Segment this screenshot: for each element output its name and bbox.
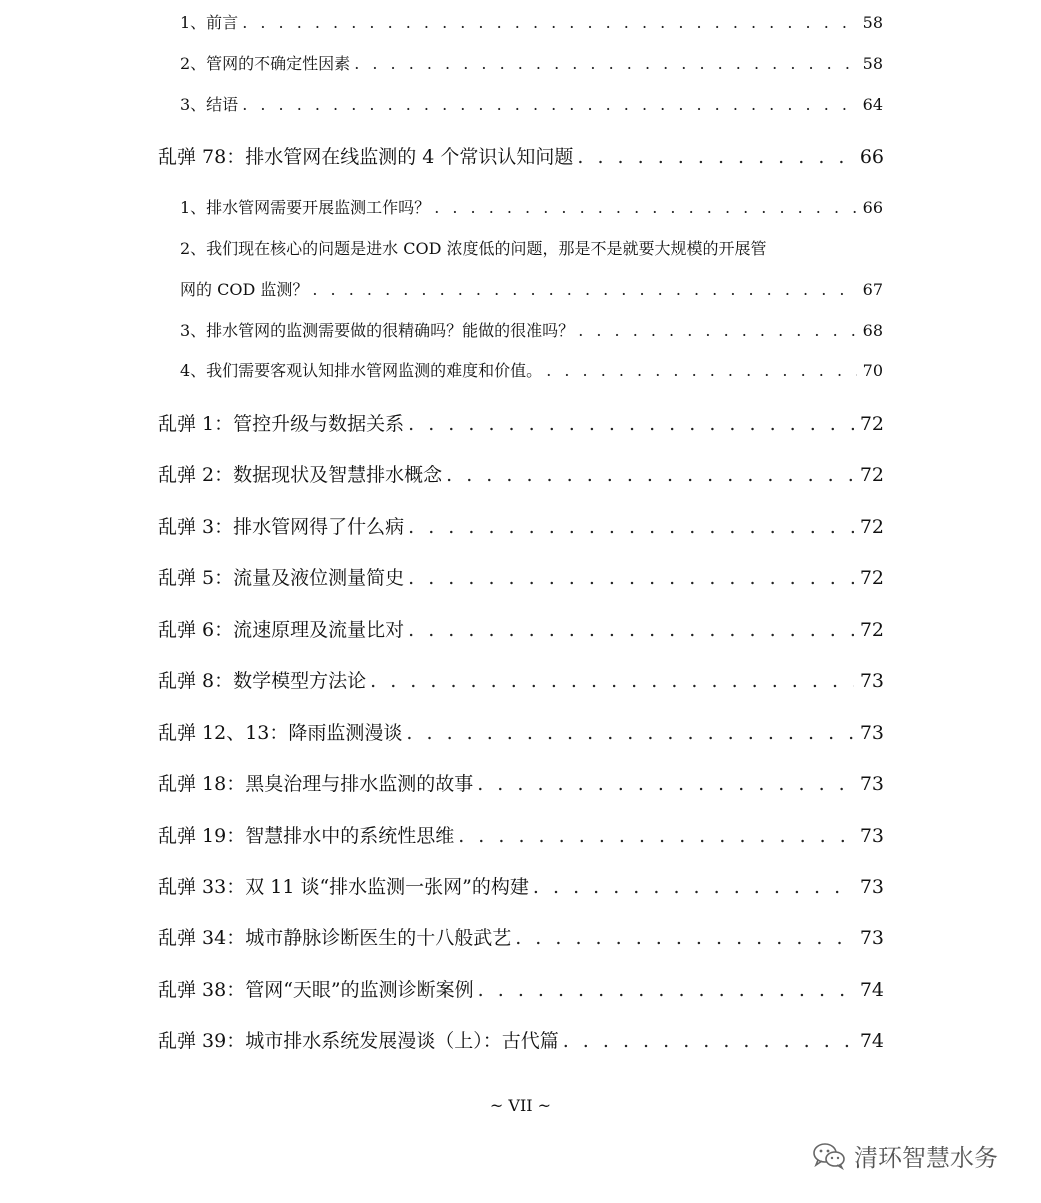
dot-leader <box>477 773 854 795</box>
dot-leader <box>446 464 854 486</box>
toc-entry <box>180 51 883 74</box>
dot-leader <box>312 280 856 299</box>
toc-entry-title: 1、前言 <box>180 13 239 32</box>
toc-chapter-entry <box>158 1026 884 1053</box>
watermark-text: 清环智慧水务 <box>854 1144 998 1172</box>
toc-entry-title: 乱弹 38：管网“天眼”的监测诊断案例 <box>158 979 474 1001</box>
toc-entry-page: 73 <box>859 927 884 949</box>
toc-entry-title: 4、我们需要客观认知排水管网监测的难度和价值。 <box>180 361 543 380</box>
toc-entry-page: 64 <box>862 95 883 114</box>
dot-leader <box>408 567 854 589</box>
toc-entry-page: 58 <box>862 54 883 73</box>
toc-entry-page: 73 <box>859 722 884 744</box>
toc-entry <box>180 92 883 115</box>
toc-entry-title: 乱弹 6：流速原理及流量比对 <box>158 619 405 641</box>
toc-entry-page: 72 <box>859 516 884 538</box>
toc-chapter-entry <box>158 409 884 436</box>
toc-entry-page: 66 <box>862 198 883 217</box>
dot-leader <box>434 198 856 217</box>
wechat-icon <box>812 1141 846 1171</box>
watermark <box>812 1138 998 1173</box>
toc-chapter-entry <box>158 142 884 169</box>
dot-leader <box>546 361 856 380</box>
toc-entry-page: 72 <box>859 464 884 486</box>
dot-leader <box>533 876 854 898</box>
toc-entry-title: 3、排水管网的监测需要做的很精确吗？能做的很准吗？ <box>180 321 575 340</box>
page-number-footer: ~ VII ~ <box>489 1096 552 1115</box>
toc-entry-page: 73 <box>859 825 884 847</box>
dot-leader <box>370 670 854 692</box>
toc-entry-title: 3、结语 <box>180 95 239 114</box>
dot-leader <box>577 146 853 168</box>
dot-leader <box>242 95 856 114</box>
dot-leader <box>354 54 856 73</box>
toc-chapter-entry <box>158 821 884 848</box>
dot-leader <box>478 979 854 1001</box>
toc-entry-title: 乱弹 34：城市静脉诊断医生的十八般武艺 <box>158 927 512 949</box>
dot-leader <box>406 722 853 744</box>
toc-entry-title: 乱弹 78：排水管网在线监测的 4 个常识认知问题 <box>158 146 574 168</box>
toc-entry <box>180 10 883 33</box>
toc-entry-page: 72 <box>859 567 884 589</box>
toc-entry-title: 乱弹 18：黑臭治理与排水监测的故事 <box>158 773 474 795</box>
toc-entry-title: 乱弹 2：数据现状及智慧排水概念 <box>158 464 443 486</box>
toc-entry-page: 58 <box>862 13 883 32</box>
toc-entry-page: 73 <box>859 773 884 795</box>
dot-leader <box>408 516 854 538</box>
toc-entry-wrapped-line: 2、我们现在核心的问题是进水 COD 浓度低的问题，那是不是就要大规模的开展管 <box>180 239 767 258</box>
toc-chapter-entry <box>158 460 884 487</box>
toc-entry-page: 72 <box>859 413 884 435</box>
toc-chapter-entry <box>158 666 884 693</box>
dot-leader <box>563 1030 854 1052</box>
toc-entry-page: 73 <box>859 876 884 898</box>
toc-chapter-entry <box>158 512 884 539</box>
toc-entry-page: 66 <box>859 146 884 168</box>
toc-entry <box>180 277 883 300</box>
toc-entry-title: 乱弹 39：城市排水系统发展漫谈（上）：古代篇 <box>158 1030 559 1052</box>
toc-entry-title: 乱弹 3：排水管网得了什么病 <box>158 516 405 538</box>
toc-entry <box>180 318 883 341</box>
toc-entry-page: 74 <box>859 979 884 1001</box>
toc-entry-page: 67 <box>862 280 883 299</box>
toc-chapter-entry <box>158 718 884 745</box>
toc-entry-page: 74 <box>859 1030 884 1052</box>
dot-leader <box>408 619 854 641</box>
toc-chapter-entry <box>158 975 884 1002</box>
dot-leader <box>242 13 856 32</box>
toc-entry-page: 68 <box>862 321 883 340</box>
toc-chapter-entry <box>158 923 884 950</box>
toc-entry <box>180 195 883 218</box>
toc-chapter-entry <box>158 872 884 899</box>
toc-entry-title: 乱弹 12、13：降雨监测漫谈 <box>158 722 403 744</box>
toc-entry-title: 1、排水管网需要开展监测工作吗？ <box>180 198 431 217</box>
toc-entry-page: 73 <box>859 670 884 692</box>
dot-leader <box>408 413 854 435</box>
toc-entry-title: 2、管网的不确定性因素 <box>180 54 351 73</box>
toc-entry-page: 70 <box>862 361 883 380</box>
toc-entry-title: 乱弹 8：数学模型方法论 <box>158 670 367 692</box>
dot-leader <box>458 825 854 847</box>
toc-entry-page: 72 <box>859 619 884 641</box>
toc-entry-title: 乱弹 19：智慧排水中的系统性思维 <box>158 825 455 847</box>
dot-leader <box>515 927 854 949</box>
toc-entry-title: 乱弹 33：双 11 谈“排水监测一张网”的构建 <box>158 876 529 898</box>
toc-entry <box>180 358 883 381</box>
toc-entry-title: 乱弹 5：流量及液位测量简史 <box>158 567 405 589</box>
toc-chapter-entry <box>158 563 884 590</box>
toc-chapter-entry <box>158 769 884 796</box>
toc-entry-title: 网的 COD 监测？ <box>180 280 309 299</box>
toc-entry-title: 乱弹 1：管控升级与数据关系 <box>158 413 405 435</box>
dot-leader <box>578 321 856 340</box>
toc-chapter-entry <box>158 615 884 642</box>
